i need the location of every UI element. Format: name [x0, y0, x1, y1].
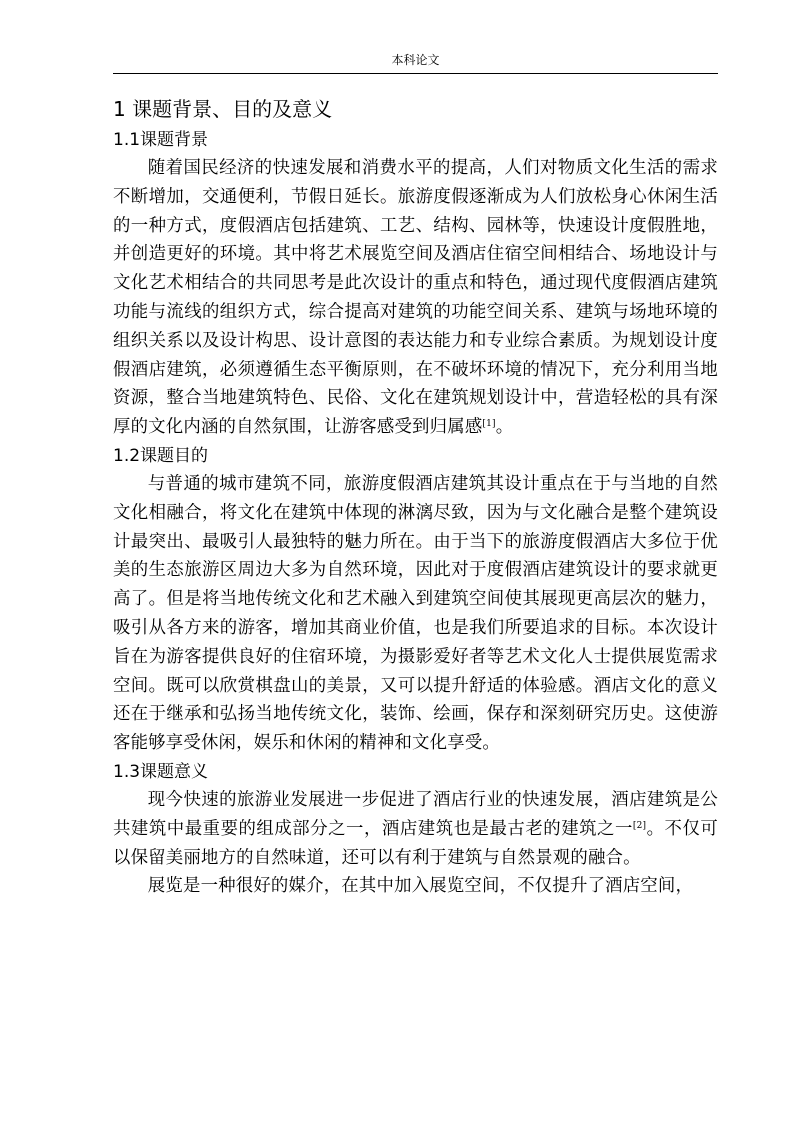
significance-paragraph [113, 786, 718, 872]
page-header: 本科论文 [391, 53, 440, 67]
header-rule [113, 73, 718, 74]
background-paragraph [113, 154, 718, 442]
section-heading-significance: 1.3课题意义 [113, 761, 209, 782]
section-heading-purpose: 1.2课题目的 [113, 445, 209, 466]
significance-text: 现今快速的旅游业发展进一步促进了酒店行业的快速发展，酒店建筑是公共建筑中最重要的组成部分之一，酒店建筑也是最古老的建筑之一 [113, 789, 718, 839]
citation-ref-2[interactable]: [2] [632, 820, 647, 831]
section-heading-background: 1.1课题背景 [113, 130, 209, 150]
chapter-heading: 1 课题背景、目的及意义 [113, 97, 333, 121]
significance-paragraph-2: 展览是一种很好的媒介，在其中加入展览空间，不仅提升了酒店空间， [147, 876, 694, 897]
significance-text-end: 。不仅可以保留美丽地方的自然味道，还可以有利于建筑与自然景观的融合。 [113, 818, 718, 868]
document-body [113, 94, 718, 901]
background-text-end: 。 [495, 417, 514, 438]
citation-ref-1[interactable]: [1] [482, 419, 496, 430]
purpose-paragraph: 与普通的城市建筑不同，旅游度假酒店建筑其设计重点在于与当地的自然文化相融合，将文化在建筑中体现的淋漓尽致，因为与文化融合是整个建筑设计最突出、最吸引人最独特的魅力所在。由于当下的旅游度假酒店大多位于优美的生态旅游区周边大多为自然环境，因此对于度假酒店建筑设计的要求就更高了。但是将当地传统文化和艺术融入到建筑空间使其展现更高层次的魅力，吸引从各方来的游客，增加其商业价值，也是我们所要追求的目标。本次设计旨在为游客提供良好的住宿环境，为摄影爱好者等艺术文化人士提供展览需求空间。既可以欣赏棋盘山的美景，又可以提升舒适的体验感。酒店文化的意义还在于继承和弘扬当地传统文化，装饰、绘画，保存和深刻研究历史。这使游客能够享受休闲，娱乐和休闲的精神和文化享受。 [113, 473, 718, 754]
background-text: 随着国民经济的快速发展和消费水平的提高，人们对物质文化生活的需求不断增加，交通便利，节假日延长。旅游度假逐渐成为人们放松身心休闲生活的一种方式，度假酒店包括建筑、工艺、结构、园林等，快速设计度假胜地，并创造更好的环境。其中将艺术展览空间及酒店住宿空间相结合、场地设计与文化艺术相结合的共同思考是此次设计的重点和特色，通过现代度假酒店建筑功能与流线的组织方式，综合提高对建筑的功能空间关系、建筑与场地环境的组织关系以及设计构思、设计意图的表达能力和专业综合素质。为规划设计度假酒店建筑，必须遵循生态平衡原则，在不破坏环境的情况下，充分利用当地资源，整合当地建筑特色、民俗、文化在建筑规划设计中，营造轻松的具有深厚的文化内涵的自然氛围，让游客感受到归属感 [113, 158, 718, 438]
